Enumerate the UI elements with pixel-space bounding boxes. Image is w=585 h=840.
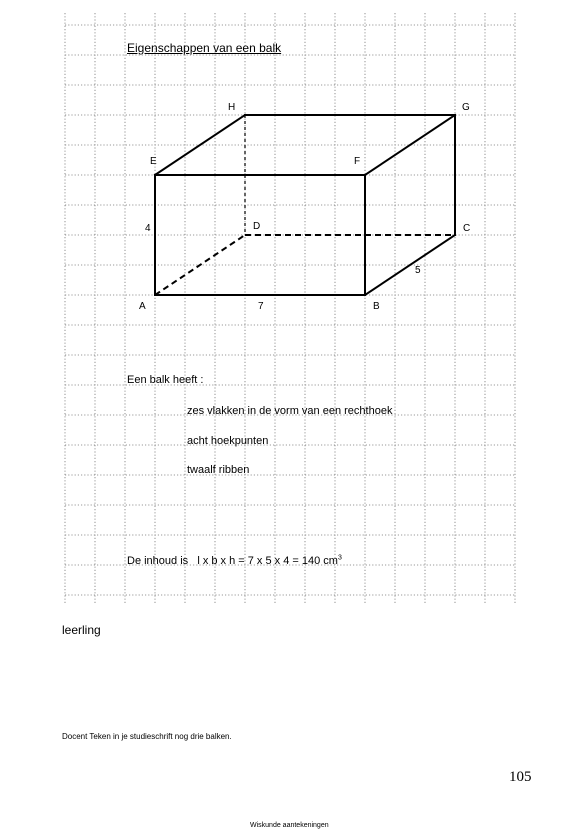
property-item: acht hoekpunten xyxy=(187,435,269,447)
edge-FG xyxy=(365,115,455,175)
footer-text: Wiskunde aantekeningen xyxy=(250,822,329,829)
page-number: 105 xyxy=(509,769,532,785)
vertex-label-f: F xyxy=(354,156,361,167)
vertex-label-a: A xyxy=(139,301,146,312)
length-label: 7 xyxy=(258,301,264,312)
teacher-note: Docent Teken in je studieschrift nog drie balken. xyxy=(62,732,232,741)
volume-formula xyxy=(127,555,342,567)
vertex-label-g: G xyxy=(462,102,470,113)
edge-BC xyxy=(365,235,455,295)
vertex-label-e: E xyxy=(150,156,157,167)
vertex-label-c: C xyxy=(463,223,471,234)
vertex-label-d: D xyxy=(253,221,261,232)
page-title: Eigenschappen van een balk xyxy=(127,41,282,55)
height-label: 4 xyxy=(145,223,151,234)
student-label: leerling xyxy=(62,623,101,637)
volume-text: De inhoud is l x b x h = 7 x 5 x 4 = 140 cm xyxy=(127,555,338,567)
vertex-label-b: B xyxy=(373,301,380,312)
property-item: twaalf ribben xyxy=(187,464,250,476)
property-item: zes vlakken in de vorm van een rechthoek xyxy=(187,405,393,417)
volume-exponent: 3 xyxy=(337,554,342,562)
properties-intro: Een balk heeft : xyxy=(127,374,204,386)
vertex-label-h: H xyxy=(228,102,236,113)
depth-label: 5 xyxy=(415,265,421,276)
